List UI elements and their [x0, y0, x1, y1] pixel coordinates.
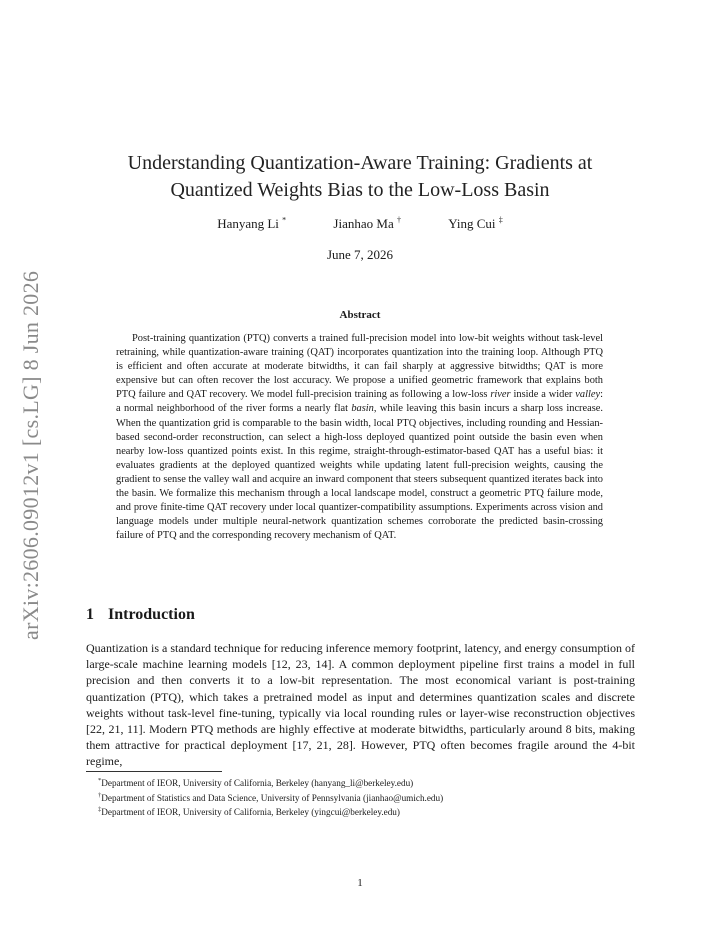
arxiv-identifier-stamp: arXiv:2606.09012v1 [cs.LG] 8 Jun 2026: [18, 270, 43, 640]
abstract-text: Post-training quantization (PTQ) converts a trained full-precision model into low-bit weights without task-level retraining, while quantization-aware training (QAT) incorporates quantization into the training loop. Although PTQ is efficient and often accurate at moderate bitwidths, it can fail sharply at aggressive bitwidths; QAT is more expensive but can often recover the lost accuracy. We propose a unified geometric framework that explains both PTQ failure and QAT recovery. We model full-precision training as following a low-loss: [116, 333, 603, 401]
page-number: 1: [357, 877, 363, 889]
abstract-text: inside a wider: [510, 389, 576, 401]
abstract-heading: Abstract: [339, 309, 381, 321]
footnotes: [98, 775, 618, 819]
author-footnote-mark: *: [282, 216, 287, 225]
paper-title: [90, 150, 630, 204]
title-line-1: Understanding Quantization-Aware Training: Gradients at: [127, 152, 593, 174]
abstract-body: [116, 332, 603, 543]
footnote-mark: *: [98, 777, 102, 784]
author-footnote-mark: ‡: [498, 216, 503, 225]
author-3: [448, 216, 503, 231]
abstract-emphasis: river: [490, 389, 511, 401]
footnote-mark: †: [98, 791, 102, 799]
footnote-text: Department of IEOR, University of California, Berkeley (yingcui@berkeley.edu): [101, 807, 400, 818]
footnote-mark: ‡: [98, 806, 102, 814]
introduction-paragraph: Quantization is a standard technique for reducing inference memory footprint, latency, and energy consumption of large-scale machine learning models [12, 23, 14]. A common deployment pipeline first trains a model in full precision and then converts it to a low-bit representation. The most economical variant is post-training quantization (PTQ), which takes a pretrained model as input and determines quantization scales and discrete weights without task-level fine-tuning, typically via local rounding rules or layer-wise reconstruction objectives [22, 21, 11]. Modern PTQ methods are highly effective at moderate bitwidths, particularly around 8 bits, making them attractive for practical deployment [17, 21, 28]. However, PTQ often becomes fragile around the 4-bit regime,: [86, 641, 635, 769]
footnote-divider: [86, 771, 222, 772]
author-footnote-mark: †: [396, 216, 401, 225]
author-name: Jianhao Ma: [333, 216, 394, 232]
section-title: Introduction: [108, 606, 195, 623]
author-name: Ying Cui: [448, 216, 496, 232]
abstract-emphasis: basin: [351, 403, 374, 415]
paper-date: June 7, 2026: [326, 247, 394, 262]
section-heading-introduction: [86, 606, 486, 624]
title-line-2: Quantized Weights Bias to the Low-Loss Basin: [170, 179, 550, 201]
author-1: [217, 216, 286, 231]
section-number: 1: [86, 606, 94, 623]
footnote-3: [98, 804, 618, 819]
author-2: [333, 216, 401, 231]
footnote-text: Department of Statistics and Data Science, University of Pennsylvania (jianhao@umich.edu): [101, 792, 444, 803]
footnote-1: [98, 775, 618, 790]
author-name: Hanyang Li: [217, 216, 279, 232]
abstract-emphasis: valley: [575, 389, 601, 401]
footnote-text: Department of IEOR, University of California, Berkeley (hanyang_li@berkeley.edu): [101, 778, 414, 789]
abstract-text: : a normal neighborhood of the river forms a nearly flat: [116, 389, 603, 415]
abstract-text: , while leaving this basin incurs a sharp loss increase. When the quantization grid is comparable to the basin width, local PTQ objectives, including rounding and Hessian-based second-order reconstruction, can select a high-loss deployed quantized point outside the basin even when nearby low-loss quantized points exist. In this regime, straight-through-estimator-based QAT has a useful bias: it evaluates gradients at the deployed quantized weights while updating latent full-precision weights, causing the gradient to sense the valley wall and acquire an inward component that steers subsequent quantized iterates back into the basin. We formalize this mechanism through a local landscape model, construct a geometric PTQ failure mode, and prove finite-time QAT recovery under local quantizer-compatibility assumptions. Experiments across vision and language models under multiple neural-network quantization schemes corroborate the predicted basin-crossing failure of PTQ and the corresponding recovery mechanism of QAT.: [116, 403, 603, 542]
author-list: [90, 216, 630, 232]
footnote-2: [98, 790, 618, 805]
